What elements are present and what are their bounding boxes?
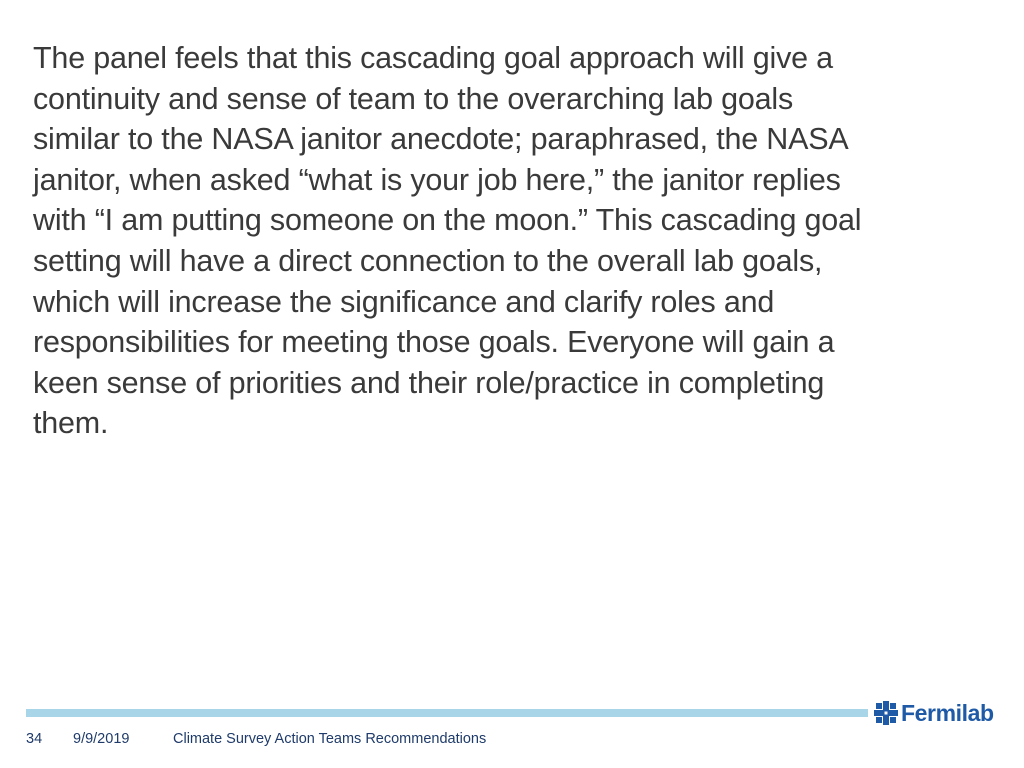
fermilab-logo: [874, 698, 994, 728]
footer-divider: [26, 709, 868, 717]
slide-number: 34: [26, 731, 43, 747]
logo-wordmark: Fermilab: [901, 699, 994, 726]
fermilab-logo-icon: [874, 701, 898, 725]
slide-date: 9/9/2019: [73, 731, 130, 747]
slide-body-text: The panel feels that this cascading goal approach will give a continuity and sense of team to the overarching lab goals similar to the NASA janitor anecdote; paraphrased, the NASA janitor, when asked “what is your job here,” the janitor replies with “I am putting someone on the moon.” This cascading goal setting will have a direct connection to the overall lab goals, which will increase the significance and clarify roles and responsibilities for meeting those goals. Everyone will gain a keen sense of priorities and their role/practice in completing them.: [33, 41, 862, 441]
footer-title: Climate Survey Action Teams Recommendations: [173, 731, 487, 747]
